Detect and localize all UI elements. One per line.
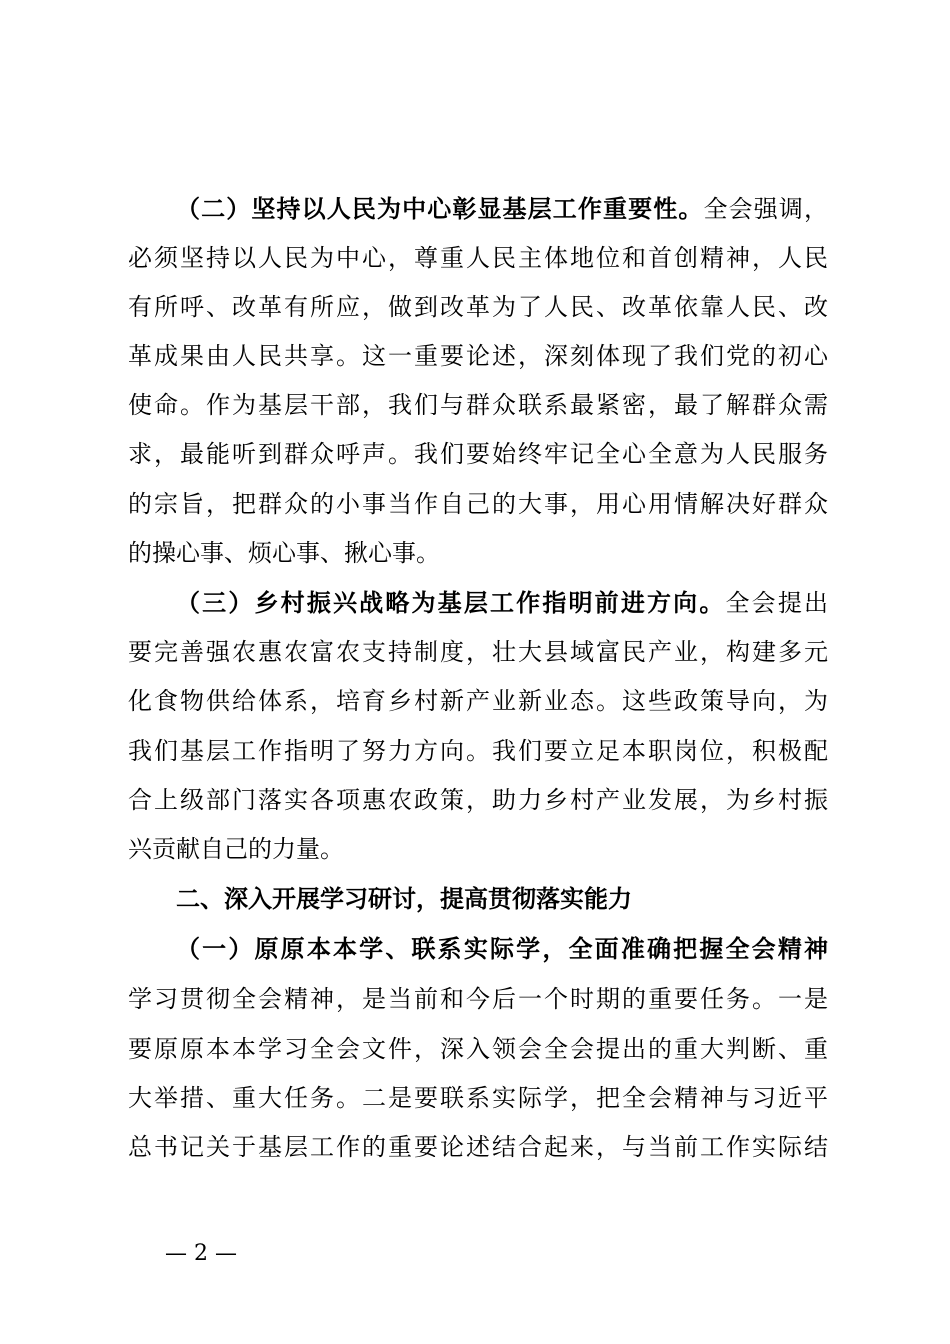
part-heading: 二、深入开展学习研讨，提高贯彻落实能力 xyxy=(176,885,632,913)
paragraph-line: 总书记关于基层工作的重要论述结合起来，与当前工作实际结 xyxy=(128,1133,828,1161)
page-number: — 2 — xyxy=(165,1241,237,1266)
section-heading-line xyxy=(176,929,828,969)
paragraph-line: （二）坚持以人民为中心彰显基层工作重要性。全会强调， xyxy=(176,195,829,223)
paragraph-line: 革成果由人民共享。这一重要论述，深刻体现了我们党的初心 xyxy=(128,342,828,370)
paragraph-line: 必须坚持以人民为中心，尊重人民主体地位和首创精神，人民 xyxy=(128,244,828,272)
section-heading: （一）原原本本学、联系实际学，全面准确把握全会精神 xyxy=(176,935,828,963)
paragraph-line: 大举措、重大任务。二是要联系实际学，把全会精神与习近平 xyxy=(128,1084,828,1112)
paragraph-line: 要原原本本学习全会文件，深入领会全会提出的重大判断、重 xyxy=(128,1035,828,1063)
paragraph-line: 学习贯彻全会精神，是当前和今后一个时期的重要任务。一是 xyxy=(128,985,828,1013)
paragraph-line: 要完善强农惠农富农支持制度，壮大县域富民产业，构建多元 xyxy=(128,638,828,666)
paragraph-line: 兴贡献自己的力量。 xyxy=(128,835,344,863)
paragraph-line: 的操心事、烦心事、揪心事。 xyxy=(128,539,440,567)
section-heading: （二）坚持以人民为中心彰显基层工作重要性。 xyxy=(176,195,704,223)
paragraph-line: 化食物供给体系，培育乡村新产业新业态。这些政策导向，为 xyxy=(128,687,828,715)
paragraph-line: 的宗旨，把群众的小事当作自己的大事，用心用情解决好群众 xyxy=(128,490,828,518)
paragraph-line: 求，最能听到群众呼声。我们要始终牢记全心全意为人民服务 xyxy=(128,440,828,468)
paragraph-line: 使命。作为基层干部，我们与群众联系最紧密，最了解群众需 xyxy=(128,391,828,419)
paragraph-line: 有所呼、改革有所应，做到改革为了人民、改革依靠人民、改 xyxy=(128,293,828,321)
section-heading: （三）乡村振兴战略为基层工作指明前进方向。 xyxy=(176,589,726,617)
paragraph-line: 合上级部门落实各项惠农政策，助力乡村产业发展，为乡村振 xyxy=(128,786,828,814)
paragraph-line: （三）乡村振兴战略为基层工作指明前进方向。全会提出 xyxy=(176,589,828,617)
paragraph-line: 我们基层工作指明了努力方向。我们要立足本职岗位，积极配 xyxy=(128,737,828,765)
